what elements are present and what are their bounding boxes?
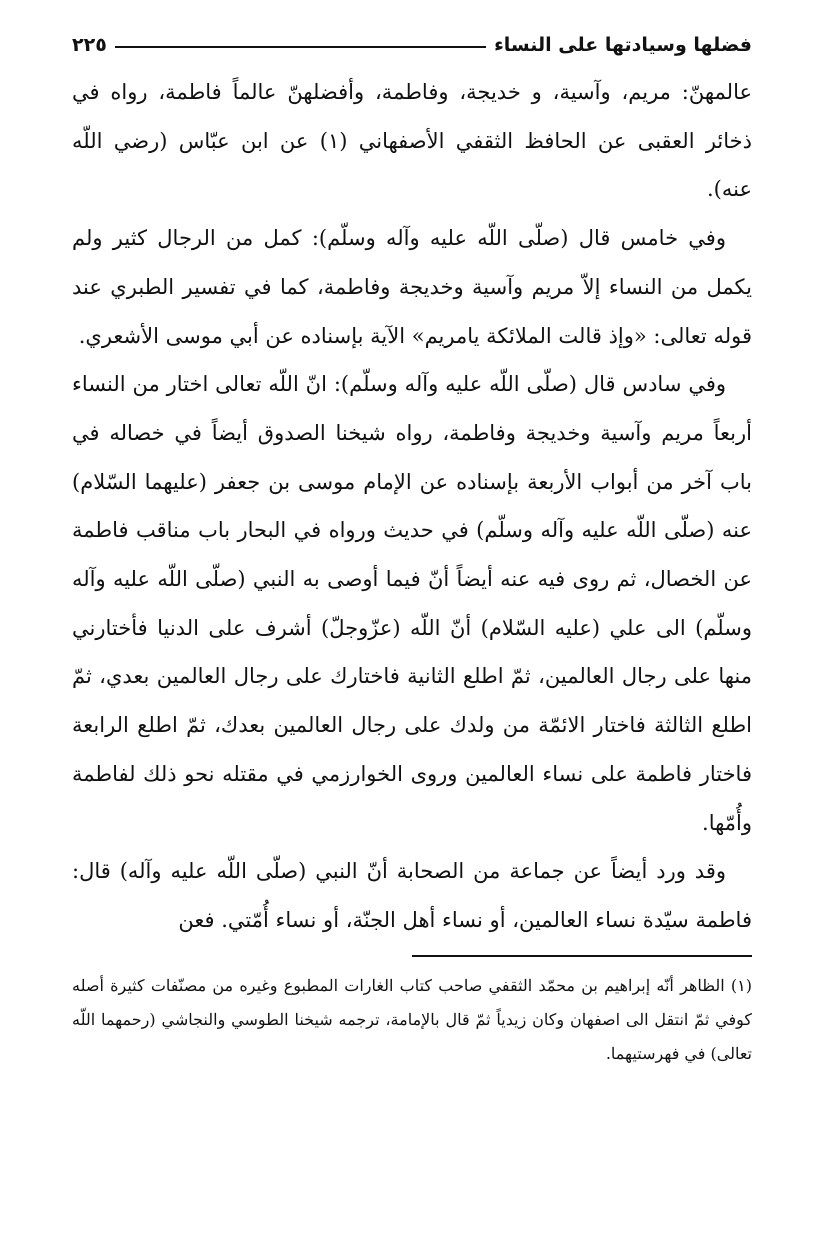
footnote-separator [412, 955, 752, 957]
paragraph-2: وفي خامس قال (صلّى اللّه عليه وآله وسلّم): كمل من الرجال كثير ولم يكمل من النساء إلاّ مريم وآسية وخديجة وفاطمة، كما في تفسير الطبري عند قوله تعالى: «وإذ قالت الملائكة يامريم» الآية بإسناده عن أبي موسى الأشعري. [72, 226, 752, 348]
running-header [72, 32, 752, 58]
paragraph-1: عالمهنّ: مريم، وآسية، و خديجة، وفاطمة، وأفضلهنّ عالماً فاطمة، رواه في ذخائر العقبى عن الحافظ الثقفي الأصفهاني (١) عن ابن عبّاس (رضي اللّه عنه). [72, 80, 753, 202]
book-page [72, 32, 752, 1087]
paragraph-4: وقد ورد أيضاً عن جماعة من الصحابة أنّ النبي (صلّى اللّه عليه وآله) قال: فاطمة سيّدة نساء العالمين، أو نساء أهل الجنّة، أو نساء أُمّتي. فعن [72, 859, 752, 932]
page-number: ٢٢٥ [72, 34, 107, 56]
footnote-1: (١) الظاهر أنّه إبراهيم بن محمّد الثقفي صاحب كتاب الغارات المطبوع وغيره من مصنّفات كثيرة أصله كوفي ثمّ انتقل الى اصفهان وكان زيدياً ثمّ قال بالإمامة، ترجمه شيخنا الطوسي والنجاشي (رحمهما اللّه تعالى) في فهرستيهما. [72, 975, 752, 1063]
header-rule [115, 46, 486, 48]
paragraph-3: وفي سادس قال (صلّى اللّه عليه وآله وسلّم): انّ اللّه تعالى اختار من النساء أربعاً مريم وآسية وخديجة وفاطمة، رواه شيخنا الصدوق أيضاً في خصاله في باب آخر من أبواب الأربعة بإسناده عن الإمام موسى بن جعفر (عليهما السّلام) عنه (صلّى اللّه عليه وآله وسلّم) في حديث ورواه في البحار باب مناقب فاطمة عن الخصال، ثم روى فيه عنه أيضاً أنّ فيما أوصى به النبي (صلّى اللّه عليه وآله وسلّم) الى علي (عليه السّلام) أنّ اللّه (عزّوجلّ) أشرف على الدنيا فأختارني منها على رجال العالمين، ثمّ اطلع الثانية فاختارك على رجال العالمين بعدي، ثمّ اطلع الثالثة فاختار الائمّة من ولدك على رجال العالمين بعدك، ثمّ اطلع الرابعة فاختار فاطمة على نساء العالمين وروى الخوارزمي في مقتله نحو ذلك لفاطمة وأُمّها. [72, 372, 752, 835]
header-title: فضلها وسيادتها على النساء [494, 34, 752, 56]
main-text [72, 68, 752, 945]
